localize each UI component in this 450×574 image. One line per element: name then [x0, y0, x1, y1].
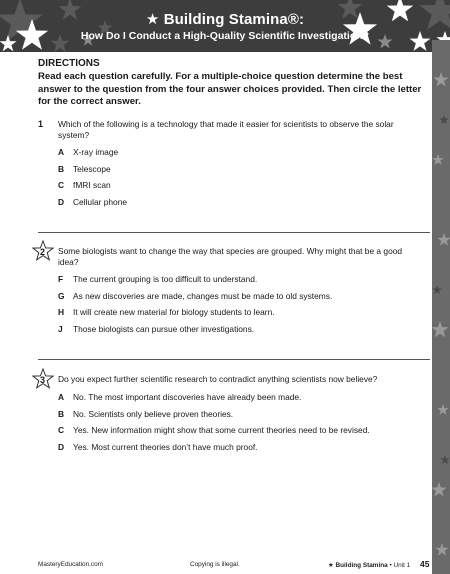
choice-text: As new discoveries are made, changes must be made to old systems. — [73, 290, 333, 301]
question-number: 2 — [40, 247, 46, 257]
choice-text: X-ray image — [73, 147, 119, 157]
footer-website: MasteryEducation.com — [38, 561, 103, 568]
divider — [38, 359, 430, 360]
choice-text: Telescope — [73, 163, 111, 174]
answer-choice[interactable] — [58, 180, 418, 197]
choice-text: It will create new material for biology students to learn. — [73, 307, 275, 317]
answer-choice[interactable] — [58, 274, 418, 291]
choice-letter: C — [58, 425, 65, 435]
choice-letter: H — [58, 307, 65, 317]
footer-unit — [328, 561, 410, 569]
choice-letter: A — [58, 147, 65, 157]
page-number: 45 — [420, 559, 430, 569]
side-star-band — [432, 40, 450, 574]
page-title: ★ Building Stamina®: — [145, 11, 305, 28]
answer-choice[interactable] — [58, 197, 418, 214]
choice-letter: G — [58, 290, 65, 301]
choice-letter: J — [58, 323, 63, 334]
question-number: 3 — [40, 375, 46, 385]
choice-letter: D — [58, 196, 65, 207]
footer-unit-number: • Unit 1 — [387, 562, 411, 569]
footer-unit-title: ★ Building Stamina — [328, 562, 388, 569]
choice-text: Yes. Most current theories don’t have much proof. — [73, 441, 258, 452]
divider — [38, 232, 430, 233]
choice-letter: C — [58, 180, 65, 190]
directions-text: Read each question carefully. For a multiple-choice question determine the best answer to the question from the four answer choices provided. Then circle the letter for the correct answer. — [38, 71, 422, 107]
answer-choice[interactable] — [58, 324, 418, 341]
answer-choices — [58, 274, 418, 340]
question-text: Do you expect further scientific research to contradict anything scientists now believe? — [58, 374, 378, 384]
choice-text: No. The most important discoveries have already been made. — [73, 392, 302, 402]
choice-text: Cellular phone — [73, 196, 128, 207]
question-text: Which of the following is a technology that made it easier for scientists to observe the solar system? — [58, 119, 394, 140]
answer-choice[interactable] — [58, 307, 418, 324]
choice-letter: D — [58, 441, 65, 452]
choice-text: No. Scientists only believe proven theories. — [73, 408, 234, 419]
header-band — [0, 0, 450, 52]
choice-text: fMRI scan — [73, 180, 111, 190]
choice-text: Those biologists can pursue other investigations. — [73, 323, 255, 334]
choice-letter: F — [58, 274, 64, 284]
page-subtitle: How Do I Conduct a High-Quality Scientific Investigation? — [80, 30, 370, 42]
answer-choice[interactable] — [58, 409, 418, 426]
choice-text: The current grouping is too difficult to understand. — [73, 274, 258, 284]
answer-choice[interactable] — [58, 164, 418, 181]
footer-copyright: Copying is illegal. — [190, 561, 240, 568]
directions-block — [38, 58, 430, 109]
answer-choices — [58, 392, 418, 458]
answer-choice[interactable] — [58, 442, 418, 459]
question-text: Some biologists want to change the way that species are grouped. Why might that be a good idea? — [58, 246, 403, 267]
question-number: 1 — [38, 119, 44, 129]
answer-choice[interactable] — [58, 147, 418, 164]
choice-text: Yes. New information might show that some current theories need to be revised. — [73, 425, 370, 435]
answer-choices — [58, 147, 418, 213]
answer-choice[interactable] — [58, 425, 418, 442]
answer-choice[interactable] — [58, 392, 418, 409]
choice-letter: B — [58, 163, 65, 174]
answer-choice[interactable] — [58, 291, 418, 308]
choice-letter: A — [58, 392, 65, 402]
choice-letter: B — [58, 408, 65, 419]
directions-heading: DIRECTIONS — [38, 58, 100, 69]
